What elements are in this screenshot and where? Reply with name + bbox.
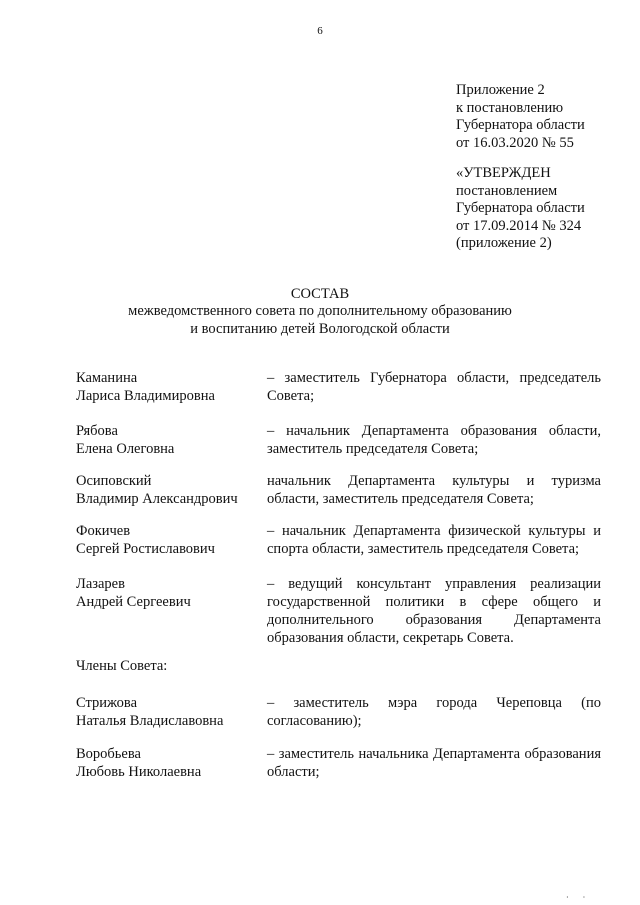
approved-line: постановлением [456, 182, 558, 199]
person-name [76, 472, 256, 508]
approved-line: Губернатора области [456, 200, 585, 216]
appendix-block [456, 82, 585, 152]
person-name [76, 575, 256, 611]
person-surname: Стрижова [76, 695, 138, 711]
subtitle-line: межведомственного совета по дополнительному образованию [128, 303, 512, 319]
page-number: 6 [317, 25, 323, 37]
person-name [76, 694, 256, 730]
person-surname: Осиповский [76, 473, 152, 489]
person-role: – начальник Департамента физической культуры и спорта области, заместитель председателя Совета; [267, 523, 601, 557]
person-role: – заместитель Губернатора области, председатель Совета; [267, 370, 601, 404]
scan-marks: · · [566, 893, 592, 902]
appendix-line: Приложение 2 [456, 82, 545, 98]
person-surname: Лазарев [76, 576, 125, 592]
appendix-line: Губернатора области [456, 117, 585, 133]
approved-block [456, 165, 585, 253]
person-role: – ведущий консультант управления реализации государственной политики в сфере общего и дополнительного образования Департамента образования области, секретарь Совета. [267, 576, 601, 646]
person-surname: Каманина [76, 370, 138, 386]
document-title: СОСТАВ [290, 286, 350, 302]
person-role: начальник Департамента культуры и туризма области, заместитель председателя Совета; [267, 473, 601, 507]
person-surname: Воробьева [76, 746, 141, 762]
approved-line: от 17.09.2014 № 324 [456, 217, 582, 234]
approved-line: «УТВЕРЖДЕН [456, 165, 551, 181]
person-name [76, 422, 256, 458]
person-name [76, 369, 256, 405]
person-given-names: Владимир Александрович [76, 491, 238, 507]
person-role: – начальник Департамента образования области, заместитель председателя Совета; [267, 423, 601, 457]
appendix-line: от 16.03.2020 № 55 [456, 134, 574, 151]
person-name [76, 522, 256, 558]
person-given-names: Сергей Ростиславович [76, 541, 215, 557]
person-given-names: Любовь Николаевна [76, 764, 202, 780]
person-given-names: Елена Олеговна [76, 441, 175, 457]
person-given-names: Наталья Владиславовна [76, 713, 224, 729]
approved-line: (приложение 2) [456, 235, 552, 251]
appendix-line: к постановлению [456, 99, 564, 116]
person-name [76, 745, 256, 781]
subtitle-line: и воспитанию детей Вологодской области [190, 320, 450, 337]
person-given-names: Андрей Сергеевич [76, 594, 191, 610]
members-heading: Члены Совета: [76, 658, 168, 674]
person-role: – заместитель начальника Департамента образования области; [267, 746, 601, 780]
person-given-names: Лариса Владимировна [76, 388, 215, 404]
person-surname: Рябова [76, 423, 118, 439]
person-surname: Фокичев [76, 523, 131, 539]
person-role: – заместитель мэра города Череповца (по согласованию); [267, 695, 601, 729]
document-subtitle [0, 303, 640, 338]
